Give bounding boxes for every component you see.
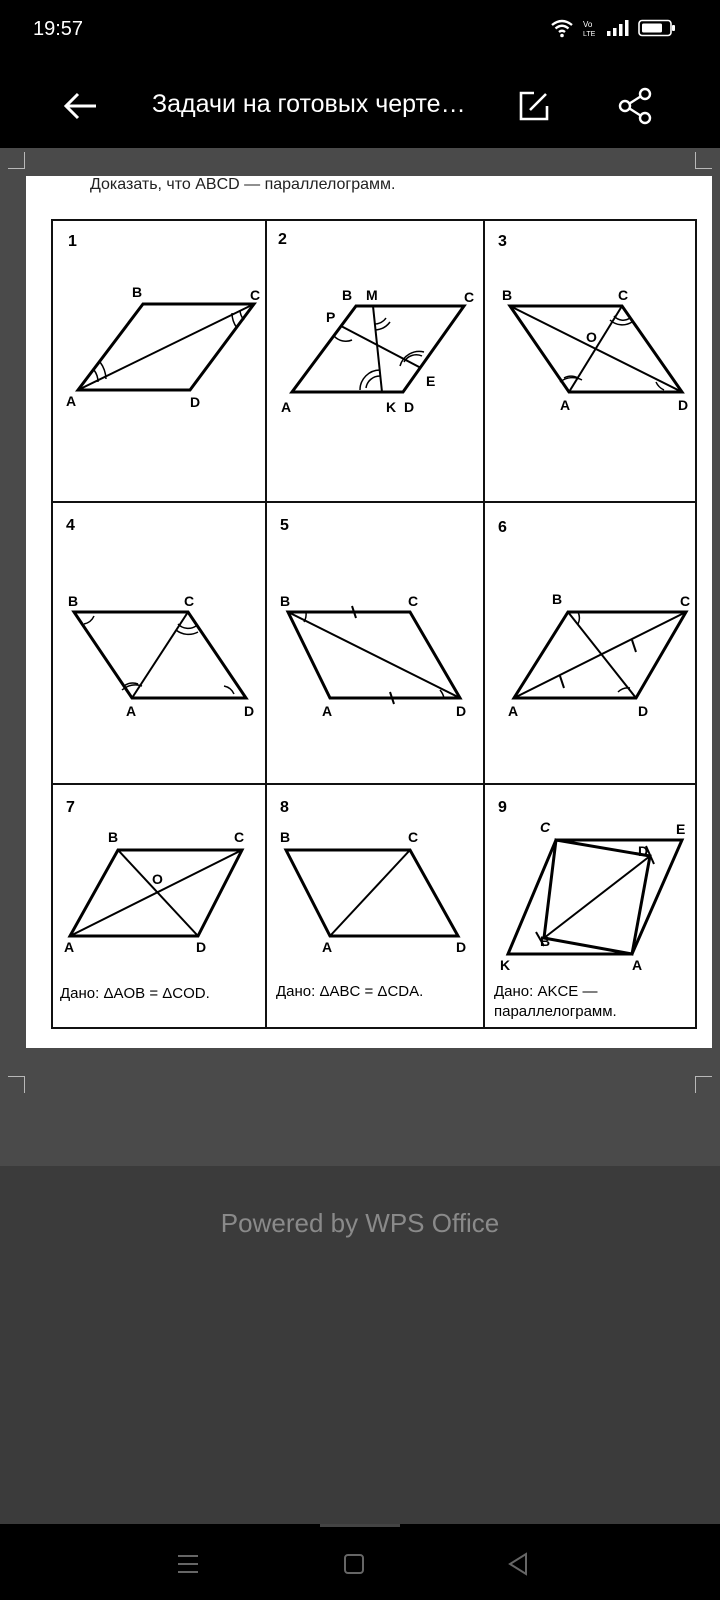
svg-text:A: A [66, 393, 77, 409]
edit-button[interactable] [516, 88, 552, 124]
problem-7 [60, 799, 244, 1002]
status-time: 19:57 [33, 18, 84, 40]
svg-text:M: M [366, 287, 378, 303]
wifi-icon [550, 18, 574, 38]
powered-by-text: Powered by WPS Office [220, 1208, 500, 1238]
home-button[interactable] [334, 1544, 374, 1584]
svg-text:C: C [184, 593, 195, 609]
home-icon [334, 1544, 374, 1584]
svg-text:C: C [408, 593, 419, 609]
svg-text:9: 9 [498, 799, 507, 816]
svg-text:B: B [132, 284, 143, 300]
svg-text:5: 5 [280, 517, 289, 534]
svg-text:1: 1 [68, 233, 77, 250]
svg-text:O: O [152, 871, 163, 887]
svg-text:K: K [500, 957, 511, 973]
svg-text:D: D [404, 399, 415, 415]
nav-back-icon [498, 1544, 538, 1584]
svg-text:E: E [426, 373, 436, 389]
svg-text:LTE: LTE [583, 31, 596, 38]
svg-text:D: D [678, 397, 689, 413]
svg-text:K: K [386, 399, 397, 415]
problem-9 [494, 799, 685, 1020]
svg-text:A: A [322, 703, 333, 719]
status-bar [0, 0, 720, 62]
problem-8 [276, 799, 466, 1000]
status-icons [550, 18, 676, 38]
svg-text:C: C [680, 593, 691, 609]
svg-text:A: A [508, 703, 519, 719]
page-corner-marker [8, 152, 25, 169]
svg-text:B: B [108, 829, 119, 845]
nav-back-button[interactable] [498, 1544, 538, 1584]
svg-text:3: 3 [498, 233, 507, 250]
svg-text:A: A [281, 399, 292, 415]
svg-text:D: D [456, 939, 467, 955]
svg-text:7: 7 [66, 799, 75, 816]
geometry-worksheet [26, 176, 712, 1048]
problem-2 [278, 231, 474, 415]
back-button[interactable] [58, 84, 102, 128]
battery-icon [638, 19, 676, 37]
svg-text:B: B [280, 829, 291, 845]
svg-text:6: 6 [498, 519, 507, 536]
svg-text:E: E [676, 821, 686, 837]
svg-text:C: C [464, 289, 475, 305]
document-title: Задачи на готовых черте… [152, 90, 466, 118]
svg-text:A: A [64, 939, 75, 955]
svg-text:C: C [234, 829, 245, 845]
svg-text:D: D [456, 703, 467, 719]
menu-icon [168, 1544, 208, 1584]
svg-text:D: D [244, 703, 255, 719]
svg-text:4: 4 [66, 517, 75, 534]
svg-text:B: B [502, 287, 513, 303]
svg-text:параллелограмм.: параллелограмм. [494, 1003, 617, 1020]
svg-text:Дано: ΔAOB = ΔCOD.: Дано: ΔAOB = ΔCOD. [60, 985, 210, 1002]
page-corner-marker [8, 1076, 25, 1093]
svg-text:A: A [322, 939, 333, 955]
document-page [26, 176, 712, 1048]
svg-text:P: P [326, 309, 336, 325]
svg-text:D: D [638, 703, 649, 719]
svg-text:2: 2 [278, 231, 287, 248]
problem-3 [498, 233, 688, 413]
share-icon [616, 86, 656, 126]
svg-text:D: D [190, 394, 201, 410]
svg-text:A: A [632, 957, 643, 973]
system-nav-bar [0, 1524, 720, 1600]
signal-icon [606, 19, 630, 37]
arrow-left-icon [58, 84, 102, 128]
menu-button[interactable] [168, 1544, 208, 1584]
nav-indicator [320, 1524, 400, 1527]
problem-4 [66, 517, 254, 719]
svg-text:B: B [280, 593, 291, 609]
svg-text:O: O [586, 329, 597, 345]
svg-text:D: D [638, 843, 649, 859]
svg-text:Vo: Vo [583, 20, 593, 29]
edit-icon [516, 88, 552, 124]
volte-icon [582, 18, 598, 38]
svg-text:A: A [560, 397, 571, 413]
svg-text:Дано: AKCE —: Дано: AKCE — [494, 983, 598, 1000]
svg-text:D: D [196, 939, 207, 955]
svg-text:A: A [126, 703, 137, 719]
share-button[interactable] [616, 86, 656, 126]
svg-text:B: B [540, 933, 551, 949]
problem-1 [66, 233, 260, 410]
problem-5 [280, 517, 466, 719]
svg-text:C: C [540, 819, 551, 835]
svg-text:B: B [552, 591, 563, 607]
app-bar [0, 62, 720, 148]
svg-text:B: B [68, 593, 79, 609]
svg-text:Дано: ΔABC = ΔCDA.: Дано: ΔABC = ΔCDA. [276, 983, 424, 1000]
svg-text:B: B [342, 287, 353, 303]
worksheet-heading: Доказать, что ABCD — параллелограмм. [90, 176, 396, 193]
page-corner-marker [695, 152, 712, 169]
svg-text:C: C [408, 829, 419, 845]
problem-6 [498, 519, 690, 719]
svg-text:C: C [618, 287, 629, 303]
page-corner-marker [695, 1076, 712, 1093]
svg-text:C: C [250, 287, 261, 303]
svg-text:8: 8 [280, 799, 289, 816]
